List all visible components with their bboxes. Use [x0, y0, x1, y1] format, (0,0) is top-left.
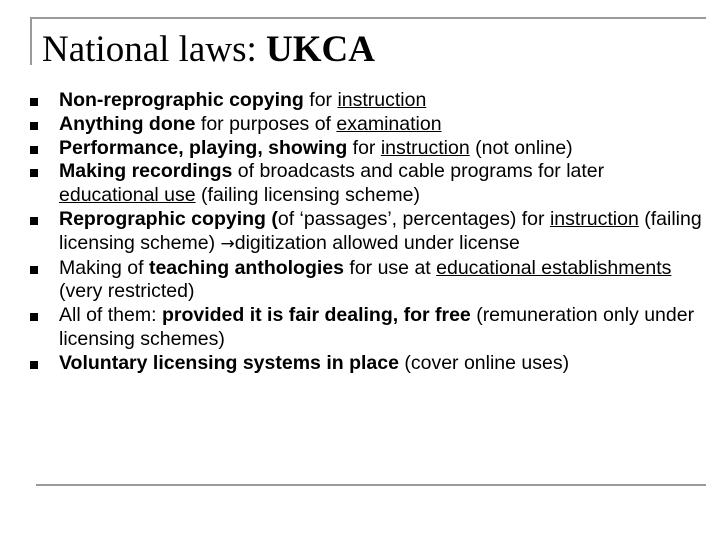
bullet-text: (failing licensing scheme) [195, 184, 420, 207]
bullet-text: (cover online uses) [398, 351, 570, 374]
bullet-underlined: instruction [380, 136, 470, 159]
slide-title [42, 28, 375, 72]
square-bullet-icon [30, 122, 38, 130]
title-bold: UKCA [266, 29, 375, 70]
bullet-item-3 [28, 137, 704, 161]
bullet-text: for use at [344, 256, 437, 279]
square-bullet-icon [30, 217, 38, 225]
bullet-text: for [347, 136, 381, 159]
bullet-text: (failing licensing scheme) [59, 207, 702, 254]
bullet-item-6 [28, 257, 704, 305]
frame-left-line [30, 17, 32, 65]
bullet-bold: Anything done [59, 112, 196, 135]
square-bullet-icon [30, 313, 38, 321]
bullet-item-2 [28, 113, 704, 137]
bullet-text: (not online) [469, 136, 573, 159]
bullet-text: (very restricted) [59, 280, 195, 303]
bullet-item-8 [28, 352, 704, 376]
bullet-text: Making of [59, 256, 149, 279]
bullet-bold: Voluntary licensing systems in place [59, 351, 399, 374]
frame-top-line [30, 17, 706, 19]
bullet-text: of ‘passages’, percentages) for [277, 207, 550, 230]
bullet-bold: Non-reprographic copying [59, 89, 304, 111]
bullet-bold: provided it is fair dealing, for free [161, 304, 471, 327]
bullet-item-5 [28, 208, 704, 257]
square-bullet-icon [30, 98, 38, 106]
bullet-list [28, 89, 704, 376]
bullet-bold: Reprographic copying ( [59, 207, 278, 230]
square-bullet-icon [30, 361, 38, 369]
bullet-text: digitization allowed under license [234, 231, 520, 254]
bullet-underlined: educational use [59, 184, 196, 207]
bullet-underlined: instruction [337, 89, 427, 111]
bullet-text: (remuneration only under licensing schemes) [59, 304, 695, 350]
bullet-item-7 [28, 304, 704, 352]
right-arrow-icon: → [220, 233, 235, 254]
bullet-underlined: educational establishments [436, 256, 672, 279]
bullet-bold: Performance, playing, showing [59, 136, 348, 159]
frame-bottom-line [36, 484, 706, 486]
bullet-text: for purposes of [195, 112, 337, 135]
square-bullet-icon [30, 169, 38, 177]
title-prefix: National laws: [42, 29, 267, 70]
bullet-underlined: instruction [549, 207, 639, 230]
square-bullet-icon [30, 146, 38, 154]
bullet-item-1 [28, 89, 704, 113]
bullet-bold: teaching anthologies [148, 256, 344, 279]
bullet-text: of broadcasts and cable programs for later [232, 160, 605, 183]
bullet-text: All of them: [59, 304, 162, 327]
square-bullet-icon [30, 266, 38, 274]
bullet-text: for [303, 89, 338, 111]
bullet-underlined: examination [336, 112, 442, 135]
bullet-item-4 [28, 160, 704, 208]
bullet-bold: Making recordings [59, 160, 233, 183]
